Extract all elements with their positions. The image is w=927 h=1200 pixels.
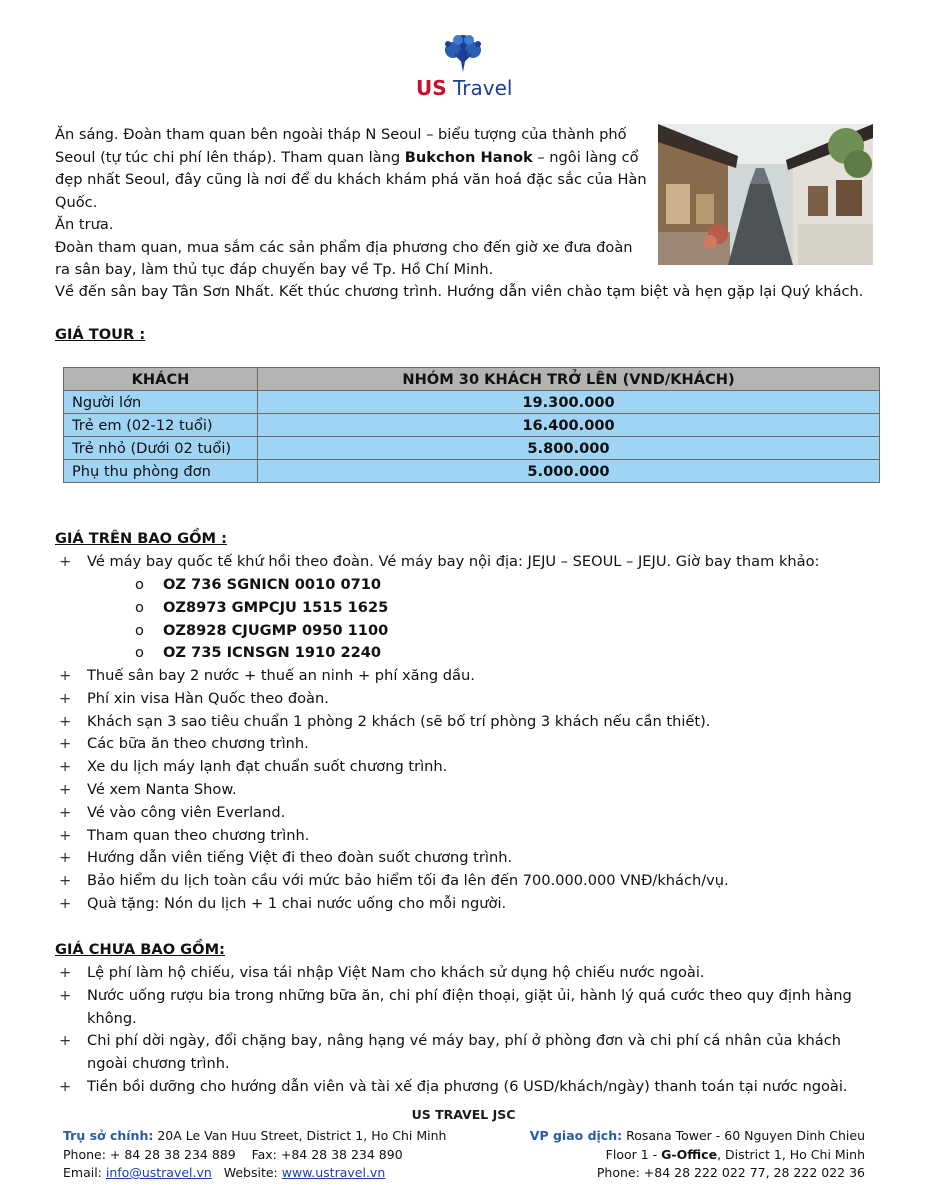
itinerary-text: Ăn sáng. Đoàn tham quan bên ngoài tháp N Seoul – biểu tượng của thành phố Seoul (tự túc chi phí lên tháp). Tham quan làng — [55, 126, 627, 166]
plus-bullet-icon: + — [59, 553, 72, 570]
circle-bullet-icon: o — [135, 644, 144, 662]
floor-text: Floor 1 - — [605, 1146, 662, 1162]
flight-code: OZ8973 GMPCJU 1515 1625 — [163, 598, 389, 616]
list-item-text: Vé vào công viên Everland. — [87, 803, 286, 821]
list-item — [55, 688, 885, 711]
row-price: 19.300.000 — [258, 391, 880, 414]
plus-bullet-icon: + — [59, 1077, 72, 1095]
flight-item — [135, 597, 388, 620]
list-item-text: Hướng dẫn viên tiếng Việt đi theo đoàn suốt chương trình. — [87, 849, 513, 867]
list-item — [55, 779, 885, 802]
flight-code: OZ 736 SGNICN 0010 0710 — [163, 576, 382, 593]
list-item-text: Phí xin visa Hàn Quốc theo đoàn. — [87, 689, 329, 707]
head-office-address: 20A Le Van Huu Street, District 1, Ho Chi Minh — [153, 1128, 447, 1143]
website-label: Website: — [211, 1165, 282, 1180]
list-item — [55, 756, 885, 779]
list-item — [55, 1076, 885, 1099]
list-item — [55, 802, 885, 825]
us-travel-logo — [410, 32, 520, 100]
flight-code: OZ 735 ICNSGN 1910 2240 — [163, 644, 382, 662]
day-itinerary-text — [55, 124, 650, 282]
list-item-text: Vé máy bay quốc tế khứ hồi theo đoàn. Vé máy bay nội địa: JEJU – SEOUL – JEJU. Giờ bay tham khảo: — [87, 553, 820, 570]
plus-bullet-icon: + — [59, 849, 72, 867]
website-link[interactable]: www.ustravel.vn — [281, 1165, 386, 1180]
excluded-list — [55, 962, 885, 1099]
tree-logo-icon — [440, 32, 486, 78]
head-office-phone: Phone: + 84 28 38 234 889 Fax: +84 28 38 234 890 — [63, 1146, 403, 1162]
circle-bullet-icon: o — [135, 598, 144, 616]
plus-bullet-icon: + — [59, 894, 72, 912]
head-office-address-line — [63, 1127, 446, 1146]
flight-item — [135, 620, 388, 643]
office-floor-line — [530, 1146, 865, 1165]
list-item — [55, 665, 885, 688]
list-item-text: Tham quan theo chương trình. — [87, 826, 310, 844]
list-item — [55, 825, 885, 848]
office-address-line — [530, 1127, 865, 1146]
row-label: Trẻ nhỏ (Dưới 02 tuổi) — [64, 437, 258, 460]
plus-bullet-icon: + — [59, 758, 72, 776]
head-office-label: Trụ sở chính: — [63, 1128, 154, 1143]
office-label: VP giao dịch: — [529, 1128, 623, 1143]
shopping-paragraph: Đoàn tham quan, mua sắm các sản phẩm địa phương cho đến giờ xe đưa đoàn ra sân bay, làm thủ tục đáp chuyến bay về Tp. Hồ Chí Minh. — [55, 238, 633, 278]
floor-district-text: , District 1, Ho Chi Minh — [717, 1146, 865, 1162]
bukchon-village-photo — [658, 124, 873, 265]
footer-transaction-office — [530, 1127, 865, 1183]
row-label: Người lớn — [64, 391, 258, 414]
logo-wordmark — [416, 76, 512, 100]
list-item — [55, 711, 885, 734]
price-heading: GIÁ TOUR : — [55, 326, 146, 343]
row-price: 5.000.000 — [258, 460, 880, 483]
contact-line — [63, 1164, 446, 1183]
list-item — [55, 870, 885, 893]
list-item — [55, 962, 885, 985]
plus-bullet-icon: + — [59, 826, 72, 844]
list-item-text: Lệ phí làm hộ chiếu, visa tái nhập Việt Nam cho khách sử dụng hộ chiếu nước ngoài. — [87, 964, 705, 981]
list-item — [55, 551, 885, 574]
flight-item — [135, 574, 388, 597]
g-office-name: G-Office — [661, 1146, 718, 1162]
list-item-text: Nước uống rượu bia trong những bữa ăn, chi phí điện thoại, giặt ủi, hành lý quá cước theo quy định hàng không. — [87, 986, 852, 1027]
plus-bullet-icon: + — [59, 689, 72, 707]
column-header-guest: KHÁCH — [64, 368, 258, 391]
logo-us-text: US — [416, 76, 447, 100]
excluded-heading: GIÁ CHƯA BAO GỒM: — [55, 941, 225, 958]
row-price: 16.400.000 — [258, 414, 880, 437]
plus-bullet-icon: + — [59, 803, 72, 821]
row-label: Phụ thu phòng đơn — [64, 460, 258, 483]
list-item-text: Các bữa ăn theo chương trình. — [87, 735, 309, 753]
table-row — [64, 391, 880, 414]
list-item-text: Vé xem Nanta Show. — [87, 780, 237, 798]
email-link[interactable]: info@ustravel.vn — [105, 1165, 212, 1180]
arrival-paragraph: Về đến sân bay Tân Sơn Nhất. Kết thúc chương trình. Hướng dẫn viên chào tạm biệt và hẹn gặp lại Quý khách. — [55, 283, 864, 300]
office-address: Rosana Tower - 60 Nguyen Dinh Chieu — [622, 1128, 865, 1143]
plus-bullet-icon: + — [59, 780, 72, 798]
included-list-first — [55, 551, 885, 574]
table-header-row — [64, 368, 880, 391]
list-item-text: Bảo hiểm du lịch toàn cầu với mức bảo hiểm tối đa lên đến 700.000.000 VNĐ/khách/vụ. — [87, 872, 729, 890]
village-photo-illustration — [658, 124, 873, 265]
itinerary-paragraph — [55, 124, 650, 214]
included-list — [55, 665, 885, 916]
plus-bullet-icon: + — [59, 964, 72, 981]
table-row — [64, 414, 880, 437]
row-price: 5.800.000 — [258, 437, 880, 460]
circle-bullet-icon: o — [135, 621, 144, 639]
footer-head-office — [63, 1127, 446, 1183]
lunch-paragraph: Ăn trưa. — [55, 216, 114, 233]
flight-item — [135, 642, 388, 665]
table-row — [64, 460, 880, 483]
logo-travel-text: Travel — [453, 76, 513, 100]
flight-code: OZ8928 CJUGMP 0950 1100 — [163, 621, 389, 639]
list-item — [55, 985, 885, 1031]
plus-bullet-icon: + — [59, 712, 72, 730]
list-item-text: Thuế sân bay 2 nước + thuế an ninh + phí xăng dầu. — [87, 667, 475, 684]
plus-bullet-icon: + — [59, 986, 72, 1004]
column-header-group-price: NHÓM 30 KHÁCH TRỞ LÊN (VND/KHÁCH) — [258, 368, 880, 391]
list-item-text: Chi phí dời ngày, đổi chặng bay, nâng hạng vé máy bay, phí ở phòng đơn và chi phí cá nhân của khách ngoài chương trình. — [87, 1032, 842, 1073]
list-item-text: Xe du lịch máy lạnh đạt chuẩn suốt chương trình. — [87, 758, 448, 776]
price-table — [63, 367, 880, 483]
table-row — [64, 437, 880, 460]
office-phone: Phone: +84 28 222 022 77, 28 222 022 36 — [596, 1165, 865, 1180]
list-item — [55, 1030, 885, 1076]
list-item — [55, 733, 885, 756]
list-item-text: Tiền bồi dưỡng cho hướng dẫn viên và tài xế địa phương (6 USD/khách/ngày) thanh toán tại nước ngoài. — [87, 1077, 848, 1095]
row-label: Trẻ em (02-12 tuổi) — [64, 414, 258, 437]
flight-list — [135, 574, 388, 665]
bukchon-hanok-bold: Bukchon Hanok — [404, 148, 533, 166]
plus-bullet-icon: + — [59, 872, 72, 890]
list-item-text: Quà tặng: Nón du lịch + 1 chai nước uống cho mỗi người. — [87, 894, 507, 912]
list-item — [55, 847, 885, 870]
circle-bullet-icon: o — [135, 576, 144, 593]
list-item — [55, 893, 885, 916]
footer-company-name: US TRAVEL JSC — [411, 1107, 516, 1122]
included-heading: GIÁ TRÊN BAO GỒM : — [55, 530, 227, 547]
plus-bullet-icon: + — [59, 1032, 72, 1050]
list-item-text: Khách sạn 3 sao tiêu chuẩn 1 phòng 2 khách (sẽ bố trí phòng 3 khách nếu cần thiết). — [87, 712, 711, 730]
plus-bullet-icon: + — [59, 735, 72, 753]
itinerary-text: – ngôi làng cổ đẹp nhất Seoul, đây cũng là nơi để du khách khám phá văn hoá đặc sắc của Hàn Quốc. — [55, 148, 647, 211]
email-label: Email: — [63, 1165, 106, 1180]
plus-bullet-icon: + — [59, 667, 72, 684]
